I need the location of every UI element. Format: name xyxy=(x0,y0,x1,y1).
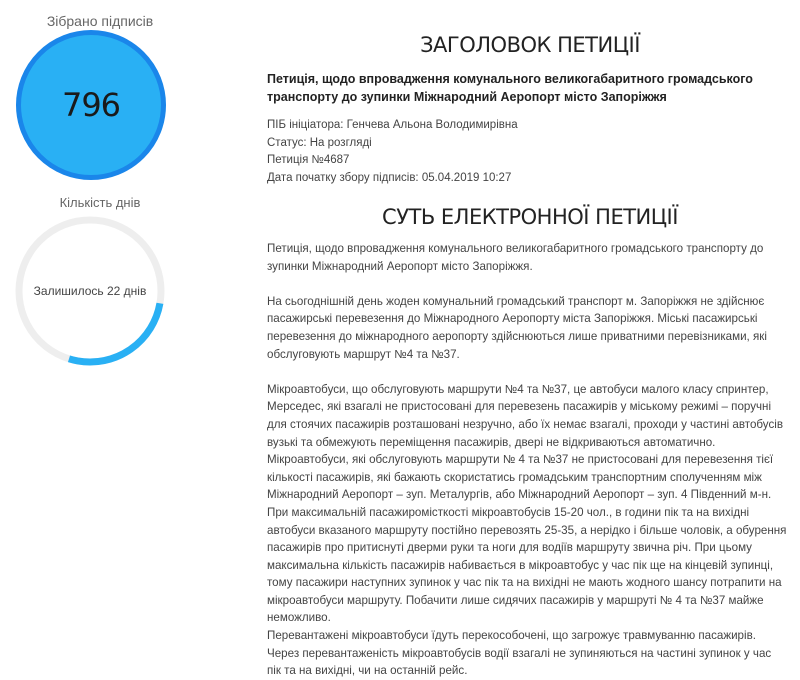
petition-header: ЗАГОЛОВОК ПЕТИЦІЇ xyxy=(420,33,640,57)
essence-paragraph: Петиція, щодо впровадження комунального великогабаритного громадського транспорту до зупинки Міжнародний Аеропорт місто Запоріжжя. xyxy=(267,242,764,273)
petition-number: Петиція №4687 xyxy=(267,154,350,166)
signatures-circle xyxy=(16,30,166,180)
essence-paragraph: На сьогоднішній день жоден комунальний громадський транспорт м. Запоріжжя не здійснює пасажирські перевезення до Міжнародного Аеропорту міста Запоріжжя. Міські пасажирські перевезення до міжнародного аеропорту здійснюються лише приватними перевізниками, які обслуговують маршрут №4 та №37. xyxy=(267,294,767,361)
days-caption: Кількість днів xyxy=(59,195,141,210)
petition-start-date: Дата початку збору підписів: 05.04.2019 10:27 xyxy=(267,171,512,184)
petition-title: Петиція, щодо впровадження комунального великогабаритного громадського транспорту до зупинки Міжнародний Аеропорт місто Запоріжжя xyxy=(267,72,753,104)
petition-meta xyxy=(267,117,787,187)
petition-status: Статус: На розгляді xyxy=(267,136,372,149)
essence-paragraph: Перевантажені мікроавтобуси їдуть перекособочені, що загрожує травмуванню пасажирів. xyxy=(267,629,756,643)
essence-header: СУТЬ ЕЛЕКТРОННОЇ ПЕТИЦІЇ xyxy=(382,205,678,229)
stats-sidebar xyxy=(0,0,200,640)
days-remaining-label: Залишилось 22 днів xyxy=(33,284,147,298)
petition-initiator: ПІБ ініціатора: Генчева Альона Володимирівна xyxy=(267,119,518,131)
essence-paragraph: Мікроавтобуси, що обслуговують маршрути №4 та №37, це автобуси малого класу спринтер, Мерседес, які взагалі не пристосовані для перевезень пасажирів у міському режимі – поручні для стоячих пасажирів розташовані незручно, або їх немає взагалі, проходи у частині автобусів вузькі та обмежують переміщення пасажирів, двері не відкриваються автоматично. xyxy=(267,382,783,449)
signatures-count: 796 xyxy=(61,86,121,124)
essence-body xyxy=(267,240,787,680)
essence-paragraph: Через перевантаженість мікроавтобусів водії взагалі не зупиняються на частині зупинок у час пік та на вихідні, чи на останній рейс. xyxy=(267,646,772,678)
essence-paragraph: Мікроавтобуси, які обслуговують маршрути № 4 та №37 не пристосовані для перевезення тієї кількості пасажирів, які бажають скористатись громадським транспортним сполученням між Міжнародний Аеропорт – зуп. Металургів, або Міжнародний Аеропорт – зуп. 4 Південний м-н. При максимальній пасажиромісткості мікроавтобусів 15-20 чол., в години пік та на вихідні автобуси вказаного маршруту постійно перевозять 25-35, а нерідко і більше чоловік, а обурення пасажирів про притиснуті дверми руки та ноги для водіїв маршруту звична річ. При цьому максимальна кількість пасажирів набивається в мікроавтобус у час пік ще на кінцевій зупинці, тому пасажири наступних зупинок у час пік та на вихідні не мають жодного шансу потрапити на мікроавтобуси маршруту. Побачити лише сидячих пасажирів у маршруті № 4 та №37 майже неможливо. xyxy=(267,453,787,625)
signatures-caption: Зібрано підписів xyxy=(46,13,154,29)
